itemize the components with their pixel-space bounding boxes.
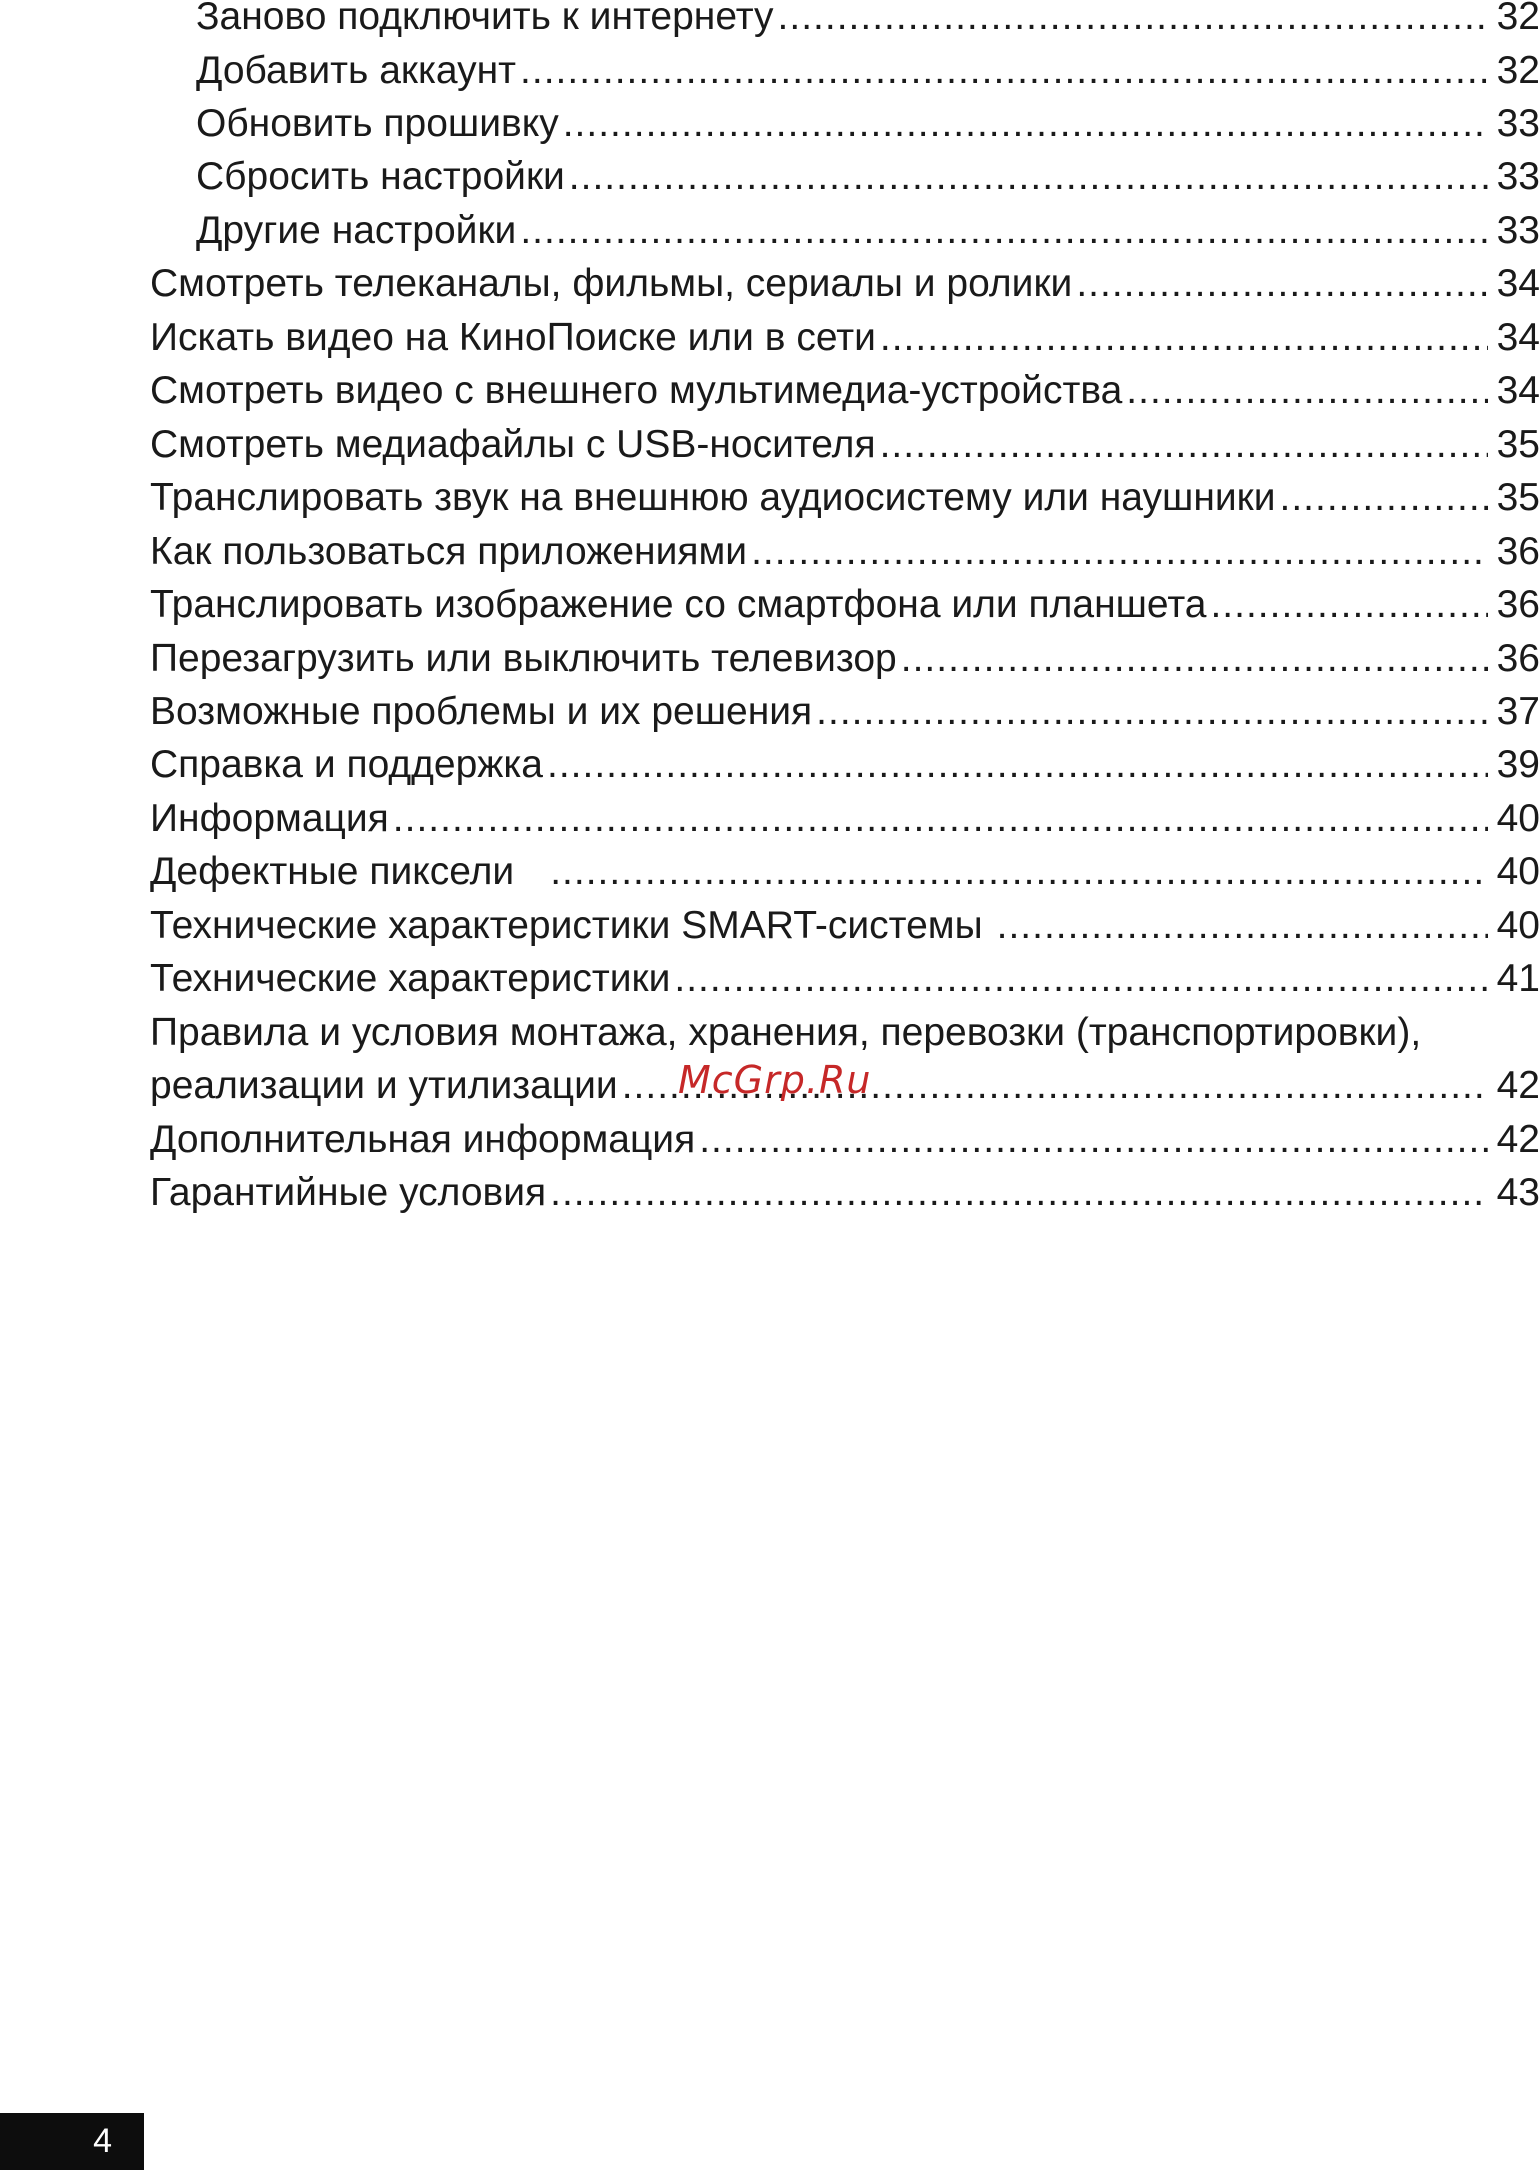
toc-entry[interactable] — [150, 418, 1540, 472]
toc-leader-dots — [550, 1166, 1488, 1220]
toc-entry[interactable] — [150, 525, 1540, 579]
toc-entry[interactable] — [196, 204, 1540, 258]
toc-entry[interactable] — [196, 150, 1540, 204]
toc-entry-page: 42 — [1496, 1118, 1540, 1161]
toc-entry[interactable] — [196, 44, 1540, 98]
toc-leader-dots — [1210, 578, 1488, 632]
toc-entry[interactable] — [150, 952, 1540, 1006]
toc-entry-title: Заново подключить к интернету — [196, 0, 774, 38]
toc-entry-title: Справка и поддержка — [150, 743, 543, 786]
toc-entry[interactable] — [150, 632, 1540, 686]
toc-entry-page: 34 — [1496, 316, 1540, 359]
toc-entry[interactable] — [150, 257, 1540, 311]
toc-leader-dots — [901, 632, 1488, 686]
toc-entry-title: Как пользоваться приложениями — [150, 530, 748, 573]
toc-entry-title: Информация — [150, 797, 389, 840]
toc-leader-dots — [520, 204, 1488, 258]
toc-leader-dots — [880, 418, 1488, 472]
toc-entry[interactable] — [150, 845, 1540, 899]
toc-entry-title: реализации и утилизации — [150, 1064, 618, 1107]
toc-entry-title: Гарантийные условия — [150, 1171, 547, 1214]
toc-entry[interactable] — [150, 1113, 1540, 1167]
toc-entry-title: Технические характеристики SMART-системы — [150, 904, 983, 947]
toc-entry-title: Смотреть медиафайлы с USB-носителя — [150, 423, 876, 466]
watermark: McGrp.Ru — [678, 1058, 872, 1102]
toc-entry-page: 42 — [1496, 1064, 1540, 1107]
toc-leader-dots — [393, 792, 1488, 846]
toc-leader-dots — [880, 311, 1488, 365]
toc-entry-page: 37 — [1496, 690, 1540, 733]
toc-entry-title: Смотреть видео с внешнего мультимедиа-устройства — [150, 369, 1123, 412]
toc-entry-title: Транслировать звук на внешнюю аудиосистему или наушники — [150, 476, 1276, 519]
toc-entry-page: 40 — [1496, 904, 1540, 947]
toc-entry[interactable] — [150, 578, 1540, 632]
toc-entry-page: 32 — [1496, 49, 1540, 92]
toc-entry-page: 40 — [1496, 797, 1540, 840]
toc-leader-dots — [1280, 471, 1489, 525]
toc-leader-dots — [569, 150, 1488, 204]
toc-entry-page: 33 — [1496, 209, 1540, 252]
toc-leader-dots — [547, 738, 1488, 792]
toc-leader-dots — [674, 952, 1488, 1006]
toc-entry-title: Дополнительная информация — [150, 1118, 696, 1161]
toc-entry-title: Транслировать изображение со смартфона или планшета — [150, 583, 1207, 626]
toc-entry-page: 35 — [1496, 476, 1540, 519]
toc-entry-title: Технические характеристики — [150, 957, 671, 1000]
toc-entry[interactable] — [150, 471, 1540, 525]
toc-leader-dots — [1126, 364, 1488, 418]
toc-leader-dots — [520, 44, 1488, 98]
toc-entry[interactable] — [196, 0, 1540, 44]
page-number: 4 — [0, 2113, 144, 2170]
toc-leader-dots — [816, 685, 1488, 739]
toc-leader-dots — [550, 845, 1488, 899]
toc-entry-page: 36 — [1496, 637, 1540, 680]
toc-leader-dots — [751, 525, 1488, 579]
toc-entry-page: 36 — [1496, 530, 1540, 573]
toc-entry[interactable] — [150, 899, 1540, 953]
toc-entry[interactable] — [150, 311, 1540, 365]
toc-entry-title-line1[interactable]: Правила и условия монтажа, хранения, перевозки (транспортировки), — [150, 1011, 1422, 1054]
toc-entry-title: Другие настройки — [196, 209, 517, 252]
toc-entry-title: Перезагрузить или выключить телевизор — [150, 637, 897, 680]
toc-entry[interactable] — [150, 685, 1540, 739]
toc-entry-page: 39 — [1496, 743, 1540, 786]
toc-entry-title: Искать видео на КиноПоиске или в сети — [150, 316, 876, 359]
toc-entry-page: 33 — [1496, 155, 1540, 198]
toc-entry-title: Дефектные пиксели — [150, 850, 515, 893]
toc-entry-title: Обновить прошивку — [196, 102, 559, 145]
toc-leader-dots — [563, 97, 1488, 151]
toc-entry-title: Добавить аккаунт — [196, 49, 517, 92]
toc-entry[interactable] — [150, 792, 1540, 846]
toc-leader-dots — [997, 899, 1488, 953]
toc-entry-title: Сбросить настройки — [196, 155, 565, 198]
toc-entry-page: 43 — [1496, 1171, 1540, 1214]
toc-entry[interactable] — [150, 364, 1540, 418]
toc-entry-page: 41 — [1496, 957, 1540, 1000]
toc-entry[interactable] — [150, 1166, 1540, 1220]
toc-leader-dots — [1076, 257, 1488, 311]
toc-entry-title: Смотреть телеканалы, фильмы, сериалы и ролики — [150, 262, 1073, 305]
toc-entry[interactable] — [150, 738, 1540, 792]
toc-entry-page: 36 — [1496, 583, 1540, 626]
toc-entry-page: 33 — [1496, 102, 1540, 145]
toc-entry-page: 34 — [1496, 369, 1540, 412]
toc-entry-title: Возможные проблемы и их решения — [150, 690, 813, 733]
toc-entry-page: 35 — [1496, 423, 1540, 466]
toc-entry[interactable] — [196, 97, 1540, 151]
toc-entry-page: 32 — [1496, 0, 1540, 38]
toc-entry-page: 34 — [1496, 262, 1540, 305]
toc-entry-page: 40 — [1496, 850, 1540, 893]
toc-leader-dots — [778, 0, 1488, 44]
toc-leader-dots — [699, 1113, 1488, 1167]
